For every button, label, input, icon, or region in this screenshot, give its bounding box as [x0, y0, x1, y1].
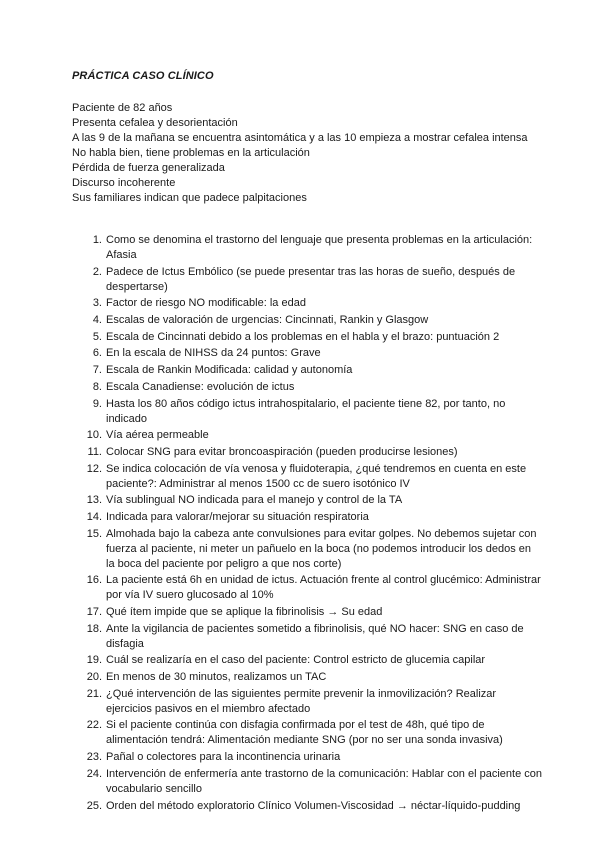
item-number: 12. [86, 462, 102, 475]
intro-line: Pérdida de fuerza generalizada [72, 162, 225, 174]
item-text: Se indica colocación de vía venosa y fluidoterapia, ¿qué tendremos en cuenta en este paciente?: Administrar al menos 1500 cc de suero isotónico IV [106, 462, 527, 490]
item-number: 11. [87, 445, 102, 458]
item-text: Si el paciente continúa con disfagia confirmada por el test de 48h, qué tipo de alimentación tendrá: Alimentación mediante SNG (por no ser una sonda invasiva) [106, 719, 503, 747]
item-text: Escalas de valoración de urgencias: Cincinnati, Rankin y Glasgow [106, 314, 429, 327]
item-text: Vía sublingual NO indicada para el manejo y control de la TA [106, 494, 403, 507]
item-number: 25. [86, 799, 102, 812]
intro-line: Paciente de 82 años [72, 102, 173, 114]
item-text: Ante la vigilancia de pacientes sometido a fibrinolisis, qué NO hacer: SNG en caso de disfagia [106, 622, 524, 650]
item-number: 9. [92, 397, 102, 410]
item-number: 22. [86, 719, 102, 732]
list-item [72, 670, 542, 685]
list-item [72, 718, 542, 748]
item-text: Colocar SNG para evitar broncoaspiración (pueden producirse lesiones) [106, 445, 458, 458]
list-item [72, 527, 542, 572]
item-number: 17. [86, 606, 102, 618]
list-item [72, 750, 542, 765]
item-text: ¿Qué intervención de las siguientes permite prevenir la inmovilización? Realizar ejercicios pasivos en el miembro afectado [106, 687, 497, 715]
list-item [72, 233, 542, 263]
list-item [72, 687, 542, 717]
item-text: Cuál se realizaría en el caso del paciente: Control estricto de glucemia capilar [106, 654, 486, 667]
item-text: Escala de Cincinnati debido a los problemas en el habla y el brazo: puntuación 2 [106, 330, 500, 343]
item-number: 16. [86, 574, 102, 587]
item-text: Padece de Ictus Embólico (se puede presentar tras las horas de sueño, después de despertarse) [106, 265, 516, 293]
item-text: Orden del método exploratorio Clínico Volumen-Viscosidad → néctar-líquido-pudding [106, 799, 521, 812]
item-number: 18. [86, 622, 102, 635]
list-item [72, 397, 542, 427]
item-number: 24. [86, 767, 102, 780]
list-item [72, 462, 542, 492]
item-number: 14. [86, 510, 102, 523]
list-item [72, 330, 542, 345]
item-text: Indicada para valorar/mejorar su situación respiratoria [106, 510, 369, 523]
list-item [72, 767, 542, 797]
item-number: 23. [86, 751, 102, 764]
item-text: Vía aérea permeable [106, 429, 209, 442]
list-item [72, 380, 542, 395]
case-description [72, 101, 542, 206]
item-number: 15. [86, 527, 102, 540]
item-text: En la escala de NIHSS da 24 puntos: Grave [106, 347, 321, 360]
list-item [72, 296, 542, 311]
item-number: 13. [86, 494, 102, 507]
list-item [72, 653, 542, 668]
item-text: La paciente está 6h en unidad de ictus. Actuación frente al control glucémico: Administrar por vía IV suero glucosado al 10% [106, 574, 541, 602]
list-item [72, 510, 542, 525]
item-text: En menos de 30 minutos, realizamos un TAC [106, 671, 327, 684]
list-item [72, 573, 542, 603]
item-number: 5. [92, 330, 102, 343]
item-text: Factor de riesgo NO modificable: la edad [106, 297, 306, 310]
document-title: PRÁCTICA CASO CLÍNICO [72, 70, 214, 82]
item-number: 2. [92, 265, 102, 278]
item-text: Almohada bajo la cabeza ante convulsiones para evitar golpes. No debemos sujetar con fuerza al paciente, ni meter un pañuelo en la boca (no podemos introducir los dedos en la boca del paciente por peligro a que nos corte) [106, 527, 537, 570]
item-number: 4. [92, 314, 102, 327]
intro-line: A las 9 de la mañana se encuentra asintomática y a las 10 empieza a mostrar cefalea intensa [72, 132, 528, 144]
item-text: Como se denomina el trastorno del lenguaje que presenta problemas en la articulación: Afasia [106, 234, 533, 261]
item-text: Pañal o colectores para la incontinencia urinaria [106, 751, 341, 764]
item-number: 7. [92, 364, 102, 377]
item-number: 19. [86, 654, 102, 667]
list-item [72, 265, 542, 295]
list-item [72, 799, 542, 814]
question-list [72, 233, 542, 815]
item-number: 8. [92, 380, 102, 393]
item-text: Hasta los 80 años código ictus intrahospitalario, el paciente tiene 82, por tanto, no indicado [106, 397, 506, 425]
list-item [72, 493, 542, 508]
list-item [72, 605, 542, 620]
list-item [72, 445, 542, 460]
item-number: 10. [86, 429, 102, 442]
intro-line: Discurso incoherente [72, 177, 176, 189]
item-number: 6. [92, 347, 102, 360]
list-item [72, 622, 542, 652]
list-item [72, 363, 542, 378]
item-text: Qué ítem impide que se aplique la fibrinolisis → Su edad [106, 606, 383, 618]
item-text: Intervención de enfermería ante trastorno de la comunicación: Hablar con el paciente con vocabulario sencillo [106, 767, 542, 795]
intro-line: Presenta cefalea y desorientación [72, 117, 238, 129]
item-number: 20. [86, 671, 102, 684]
item-number: 21. [86, 687, 102, 700]
list-item [72, 428, 542, 443]
item-number: 3. [92, 297, 102, 310]
intro-line: No habla bien, tiene problemas en la articulación [72, 147, 310, 159]
item-number: 1. [92, 234, 102, 246]
list-item [72, 313, 542, 328]
item-text: Escala Canadiense: evolución de ictus [106, 380, 295, 393]
list-item [72, 346, 542, 361]
intro-line: Sus familiares indican que padece palpitaciones [72, 192, 307, 204]
item-text: Escala de Rankin Modificada: calidad y autonomía [106, 364, 353, 377]
